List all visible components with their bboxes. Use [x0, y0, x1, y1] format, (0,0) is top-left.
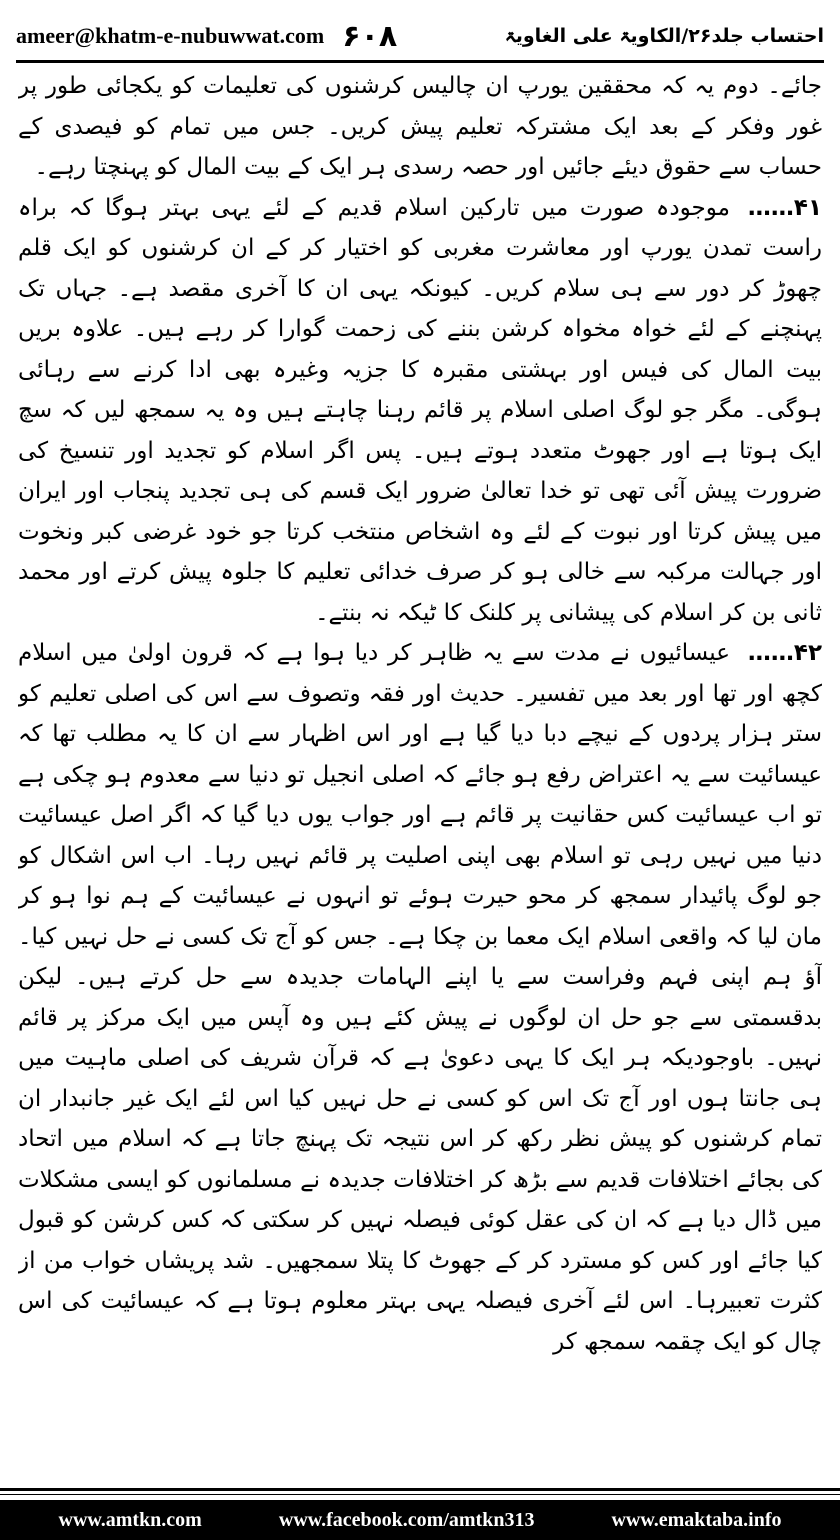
paragraph-42-number: ۴۲…… — [747, 640, 822, 666]
page-body — [18, 66, 822, 1484]
paragraph-1 — [18, 66, 822, 188]
paragraph-42 — [18, 633, 822, 1362]
paragraph-41 — [18, 188, 822, 634]
footer-link-facebook[interactable]: www.facebook.com/amtkn313 — [278, 1508, 535, 1531]
paragraph-42-text: عیسائیوں نے مدت سے یہ ظاہر کر دیا ہوا ہے کہ قرون اولیٰ میں اسلام کچھ اور تھا اور بعد میں تفسیر۔ حدیث اور فقہ وتصوف سے اس کی اصلی تعلیم کو ستر ہزار پردوں کے نیچے دبا دیا گیا ہے اور اس اظہار سے ان کا یہ مطلب تھا کہ عیسائیت سے یہ اعتراض رفع ہو جائے کہ اصلی انجیل تو دنیا سے معدوم ہو چکی ہے تو اب عیسائیت کس حقانیت پر قائم ہے اور جواب یوں دیا گیا کہ اگر اصل عیسائیت دنیا میں نہیں رہی تو اسلام بھی اپنی اصلیت پر قائم نہیں رہا۔ اب اس اشکال کو جو لوگ پائیدار سمجھ کر محو حیرت ہوئے تو انہوں نے عیسائیت کے ہم نوا ہو کر مان لیا کہ واقعی اسلام ایک معما بن چکا ہے۔ جس کو آج تک کسی نے حل نہیں کیا۔ آؤ ہم اپنی فہم وفراست سے یا اپنے الہامات جدیدہ سے حل کرتے ہیں۔ لیکن بدقسمتی سے جو حل ان لوگوں نے پیش کئے ہیں وہ آپس میں ایک مرکز پر قائم نہیں۔ باوجودیکہ ہر ایک کا یہی دعویٰ ہے کہ قرآن شریف کی اصلی ماہیت میں ہی جانتا ہوں اور آج تک اس کو کسی نے حل نہیں کیا اس لئے ایک غیر جانبدار ان تمام کرشنوں کو پیش نظر رکھ کر اس نتیجہ تک پہنچ جاتا ہے کہ اسلام میں اتحاد کی بجائے اختلافات قدیم سے بڑھ کر اختلافات جدیدہ نے مسلمانوں کو ایسی مشکلات میں ڈال دیا ہے کہ ان کی عقل کوئی فیصلہ نہیں کر سکتی کہ کس کرشن کو قبول کیا جائے اور کس کو مسترد کر کے جھوٹ کا پتلا سمجھیں۔ شد پریشاں خواب من از کثرت تعبیرہا۔ اس لئے آخری فیصلہ یہی بہتر معلوم ہوتا ہے کہ عیسائیت کی اس چال کو ایک چقمہ سمجھ کر — [18, 640, 822, 1355]
footer-rule — [0, 1488, 840, 1491]
header-left — [16, 19, 397, 54]
paragraph-41-text: موجودہ صورت میں تارکین اسلام قدیم کے لئے یہی بہتر ہوگا کہ براہ راست تمدن یورپ اور معاشرت مغربی کو اختیار کر کے ان کرشنوں کو ایک قلم چھوڑ کر دور سے ہی سلام کریں۔ کیونکہ یہی ان کا آخری مقصد ہے۔ جہاں تک پہنچنے کے لئے خواہ مخواہ کرشن بننے کی زحمت گوارا کر رہے ہیں۔ علاوہ بریں بیت المال کی فیس اور بہشتی مقبرہ کا جزیہ وغیرہ بھی ادا کرنے سے رہائی ہوگی۔ مگر جو لوگ اصلی اسلام پر قائم رہنا چاہتے ہیں وہ یہ سمجھ لیں کہ سچ ایک ہوتا ہے اور جھوٹ متعدد ہوتے ہیں۔ پس اگر اسلام کو تجدید اور تنسیخ کی ضرورت پیش آئی تھی تو خدا تعالیٰ ضرور ایک قسم کی ہی تجدید پنجاب اور ایران میں پیش کرتا اور نبوت کے لئے وہ اشخاص منتخب کرتا جو خود غرضی کبر ونخوت اور جہالت مرکبہ سے خالی ہو کر صرف خدائی تعلیم کا جلوہ پیش کرتے اور محمد ثانی بن کر اسلام کی پیشانی پر کلنک کا ٹیکہ نہ بنتے۔ — [18, 194, 822, 626]
paragraph-41-number: ۴۱…… — [747, 194, 822, 221]
footer-rule-thin — [0, 1494, 840, 1495]
page-header — [16, 16, 824, 56]
footer-link-emaktaba[interactable]: www.emaktaba.info — [611, 1508, 782, 1531]
running-title: احتساب جلد۲۶/الکاویۃ علی الغاویۃ — [504, 25, 824, 47]
header-rule — [16, 60, 824, 63]
footer-link-amtkn[interactable]: www.amtkn.com — [58, 1508, 202, 1531]
header-email: ameer@khatm-e-nubuwwat.com — [16, 23, 325, 48]
page-footer — [0, 1500, 840, 1540]
page-number: ۶۰۸ — [342, 18, 398, 54]
paragraph-1-text: جائے۔ دوم یہ کہ محققین یورپ ان چالیس کرشنوں کی تعلیمات کو یکجائی طور پر غور وفکر کے بعد ایک مشترکہ تعلیم پیش کریں۔ جس میں تمام کو فیصدی کے حساب سے حقوق دیئے جائیں اور حصہ رسدی ہر ایک کے بیت المال کو پہنچتا رہے۔ — [18, 73, 822, 180]
